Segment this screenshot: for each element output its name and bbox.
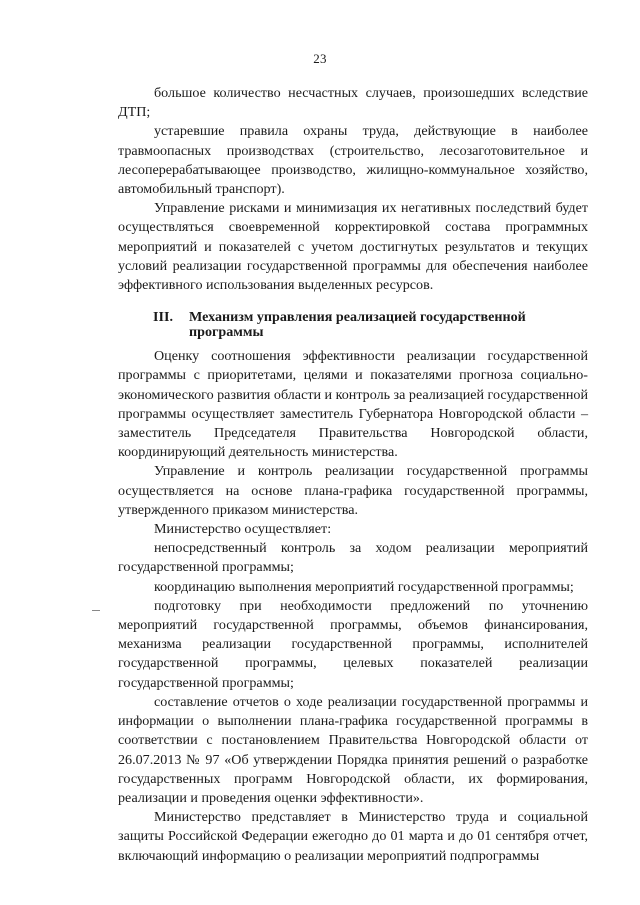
paragraph-accidents: большое количество несчастных случаев, произошедших вследствие ДТП;: [118, 85, 588, 121]
margin-mark: [92, 610, 100, 611]
paragraph-assessment: Оценку соотношения эффективности реализации государственной программы с приоритетами, целями и показателями прогноза социально-экономического развития области и контроль за реализацией государственной программы осуществляет заместитель Губернатора Новгородской области – заместитель Председателя Правительства Новгородской области, координирующий деятельность министерства.: [118, 348, 589, 461]
list-item-coordination: координацию выполнения мероприятий государственной программы;: [154, 578, 574, 595]
paragraph-ministry-duties: Министерство осуществляет:: [154, 521, 332, 538]
paragraph-federal-report: Министерство представляет в Министерство труда и социальной защиты Российской Федерации ежегодно до 01 марта и до 01 сентября отчет, включающий информацию о реализации мероприятий подпрограммы: [118, 809, 588, 864]
section-title-line1: Механизм управления реализацией государственной: [189, 309, 526, 326]
paragraph-control: Управление и контроль реализации государственной программы осуществляется на основе плана-графика государственной программы, утвержденного приказом министерства.: [118, 463, 588, 518]
section-heading: [118, 310, 588, 339]
page-number: 23: [313, 51, 327, 66]
section-title-line2: программы: [189, 323, 264, 340]
list-item-direct-control: непосредственный контроль за ходом реализации мероприятий государственной программы;: [118, 540, 588, 576]
list-item-proposals: подготовку при необходимости предложений по уточнению мероприятий государственной программы, объемов финансирования, механизма реализации государственной программы, исполнителей государственной программы, целевых показателей реализации государственной программы;: [118, 597, 588, 691]
paragraph-risk-management: Управление рисками и минимизация их негативных последствий будет осуществляться своевременной корректировкой состава программных мероприятий и показателей с учетом достигнутых результатов и текущих условий реализации государственной программы для обеспечения наиболее эффективного использования выделенных ресурсов.: [118, 200, 588, 294]
section-number: III.: [153, 309, 173, 326]
list-item-reports: составление отчетов о ходе реализации государственной программы и информации о выполнении плана-графика государственной программы в соответствии с постановлением Правительства Новгородской области от 26.07.2013 № 97 «Об утверждении Порядка принятия решений о разработке государственных программ Новгородской области, их формирования, реализации и проведения оценки эффективности».: [118, 693, 588, 806]
document-body: [118, 84, 588, 866]
paragraph-safety-rules: устаревшие правила охраны труда, действующие в наиболее травмоопасных производствах (строительство, лесозаготовительное и лесоперерабатывающее производство, жилищно-коммунальное хозяйство, автомобильный транспорт).: [118, 123, 588, 198]
